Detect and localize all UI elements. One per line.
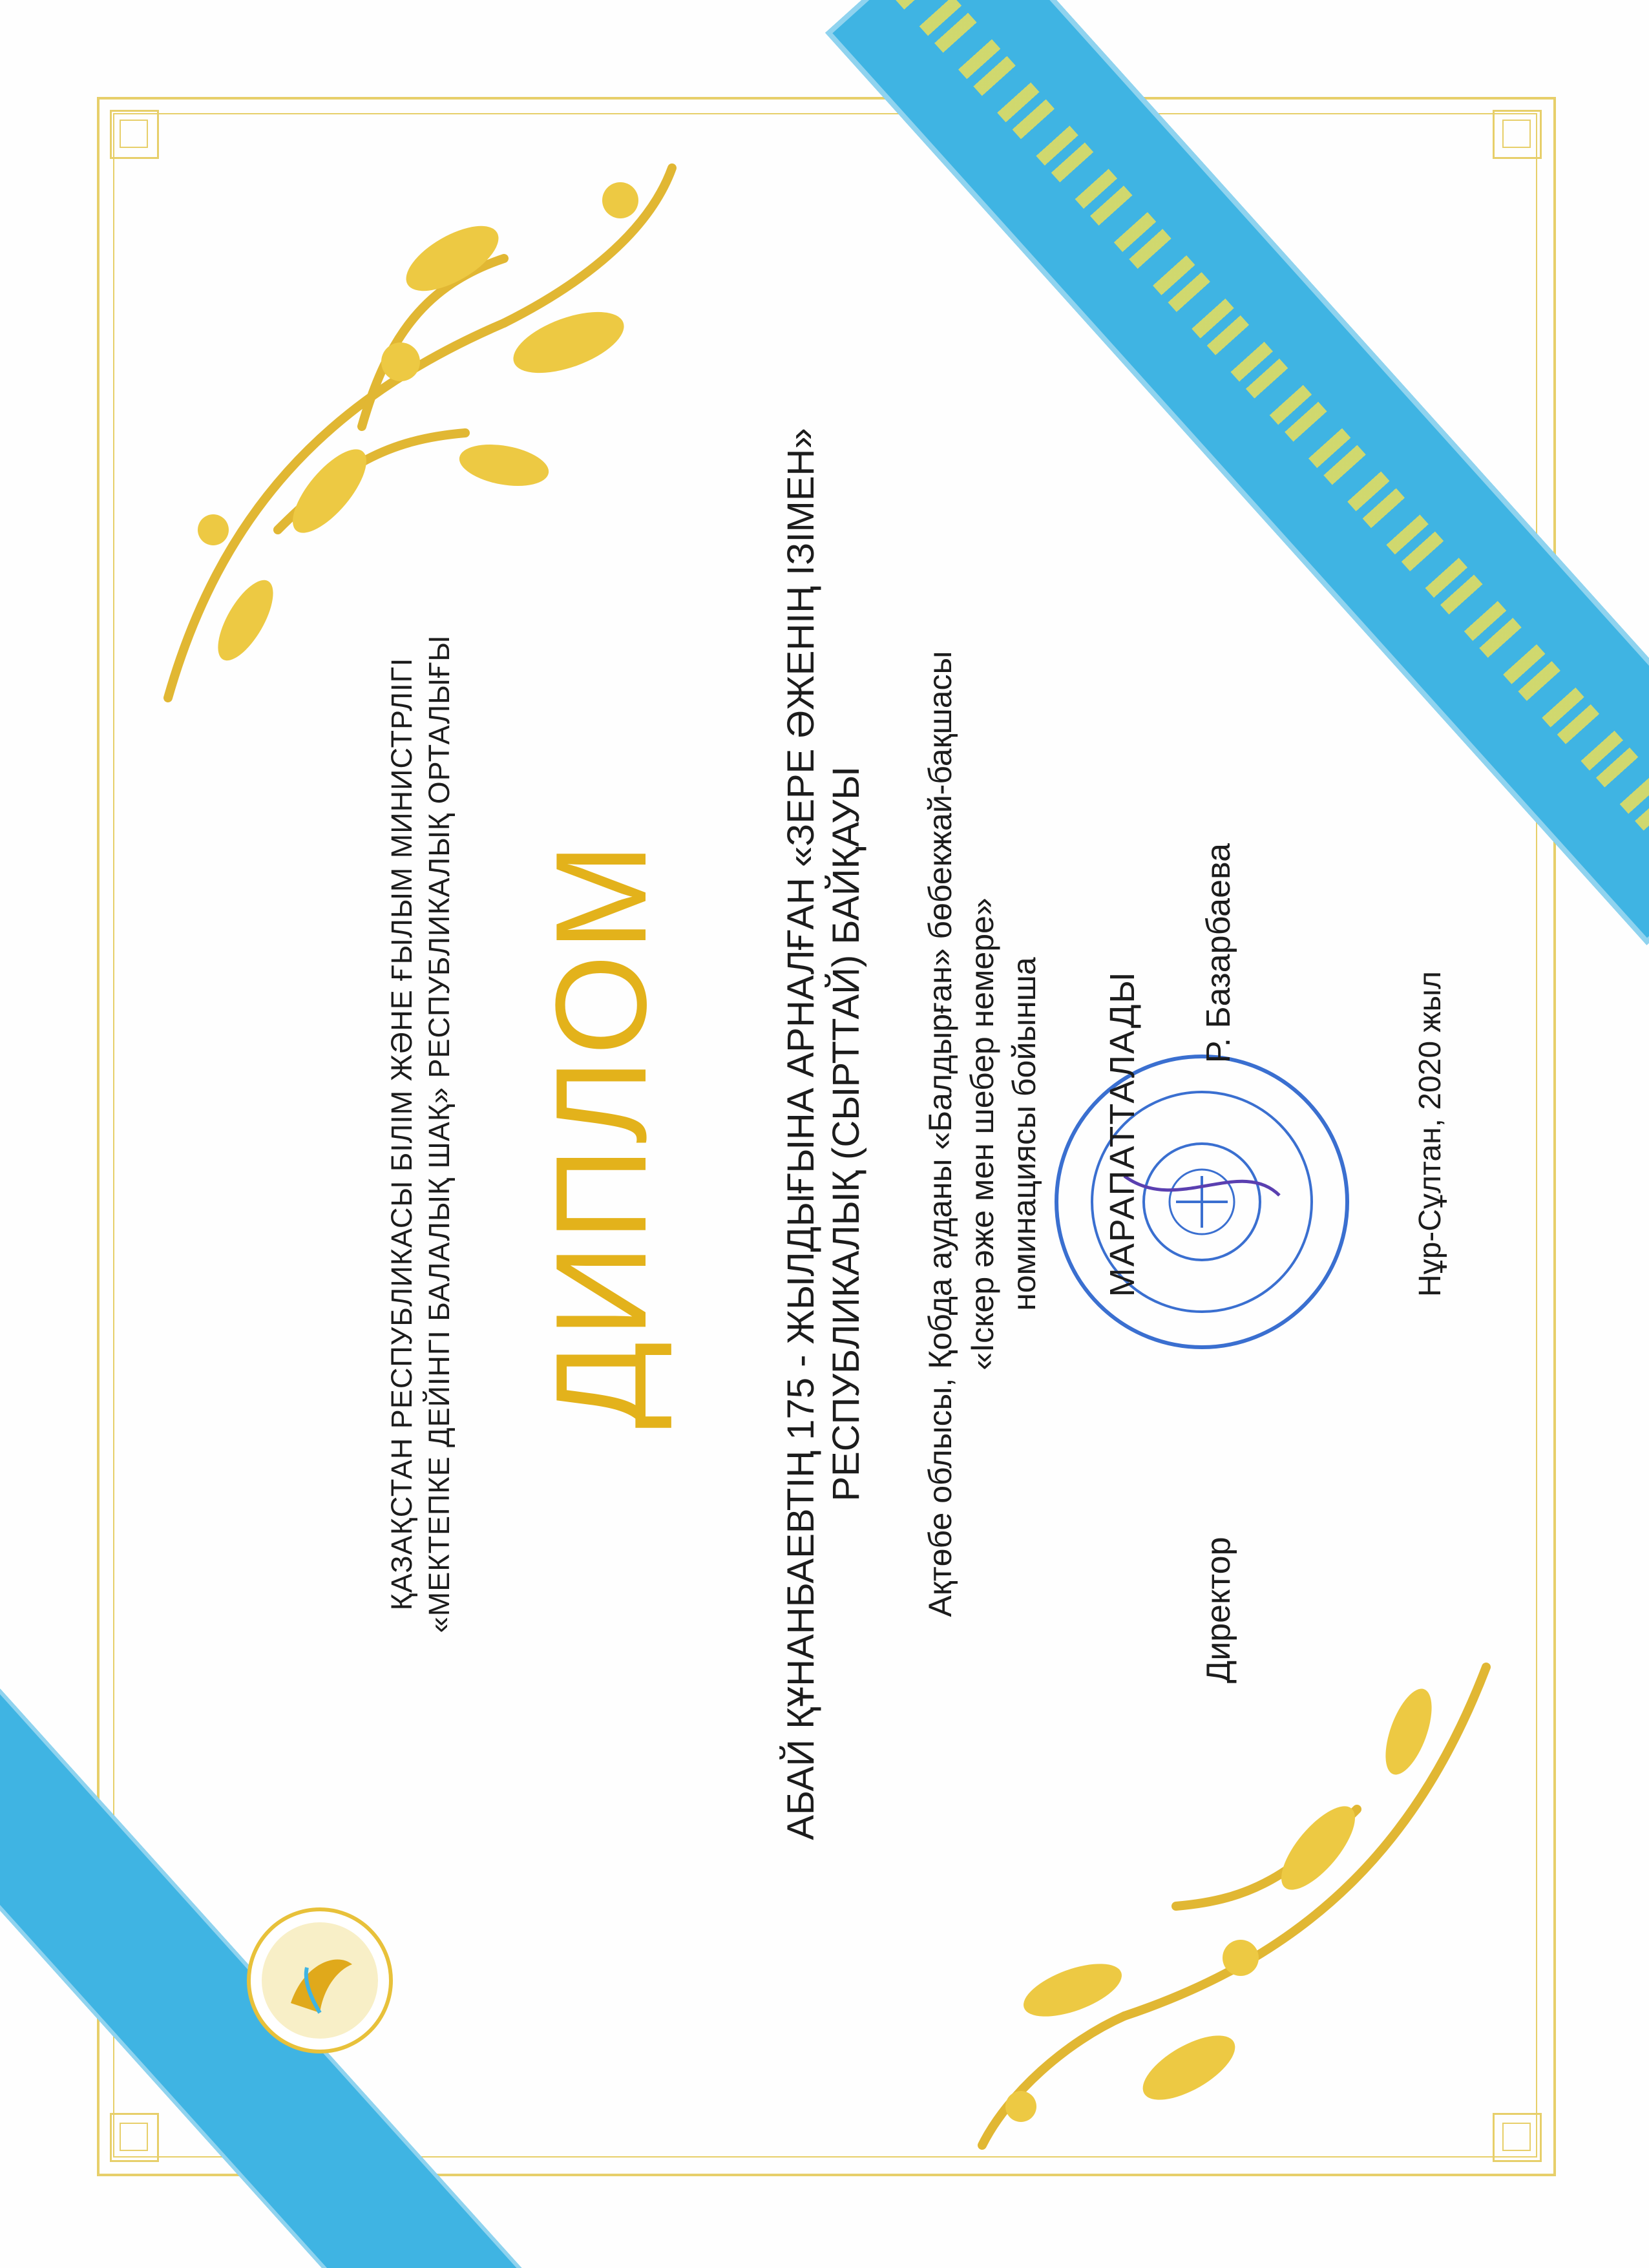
diploma-content (81, 68, 1568, 2200)
ministry-line-1: ҚАЗАҚСТАН РЕСПУБЛИКАСЫ БІЛІМ ЖӘНЕ ҒЫЛЫМ МИНИСТРЛІГІ (385, 657, 418, 1611)
awarded-text: МАРАПАТТАЛАДЫ (1103, 971, 1142, 1297)
ministry-line-2: «МЕКТЕПКЕ ДЕЙІНГІ БАЛАЛЫҚ ШАҚ» РЕСПУБЛИКАЛЫҚ ОРТАЛЫҒЫ (423, 635, 456, 1633)
recipient-line-2: «Іскер әже мен шебер немере» (964, 898, 1000, 1370)
diploma-title: ДИПЛОМ (529, 839, 673, 1429)
director-label: Директор (1200, 1537, 1237, 1683)
contest-title-line-2: РЕСПУБЛИКАЛЫҚ (СЫРТТАЙ) БАЙҚАУЫ (825, 766, 867, 1502)
recipient-line-3: номинациясы бойынша (1006, 957, 1042, 1311)
contest-title-line-1: АБАЙ ҚҰНАНБАЕВТІҢ 175 - ЖЫЛДЫҒЫНА АРНАЛҒАН «ЗЕРЕ ӘЖЕНІҢ ІЗІМЕН» (780, 428, 822, 1840)
place-and-year: Нұр-Сұлтан, 2020 жыл (1413, 971, 1447, 1297)
director-name: Р. Базарбаева (1200, 843, 1237, 1064)
recipient-line-1: Ақтөбе облысы, Қобда ауданы «Балдырған» бөбекжай-бақшасы (922, 651, 958, 1617)
